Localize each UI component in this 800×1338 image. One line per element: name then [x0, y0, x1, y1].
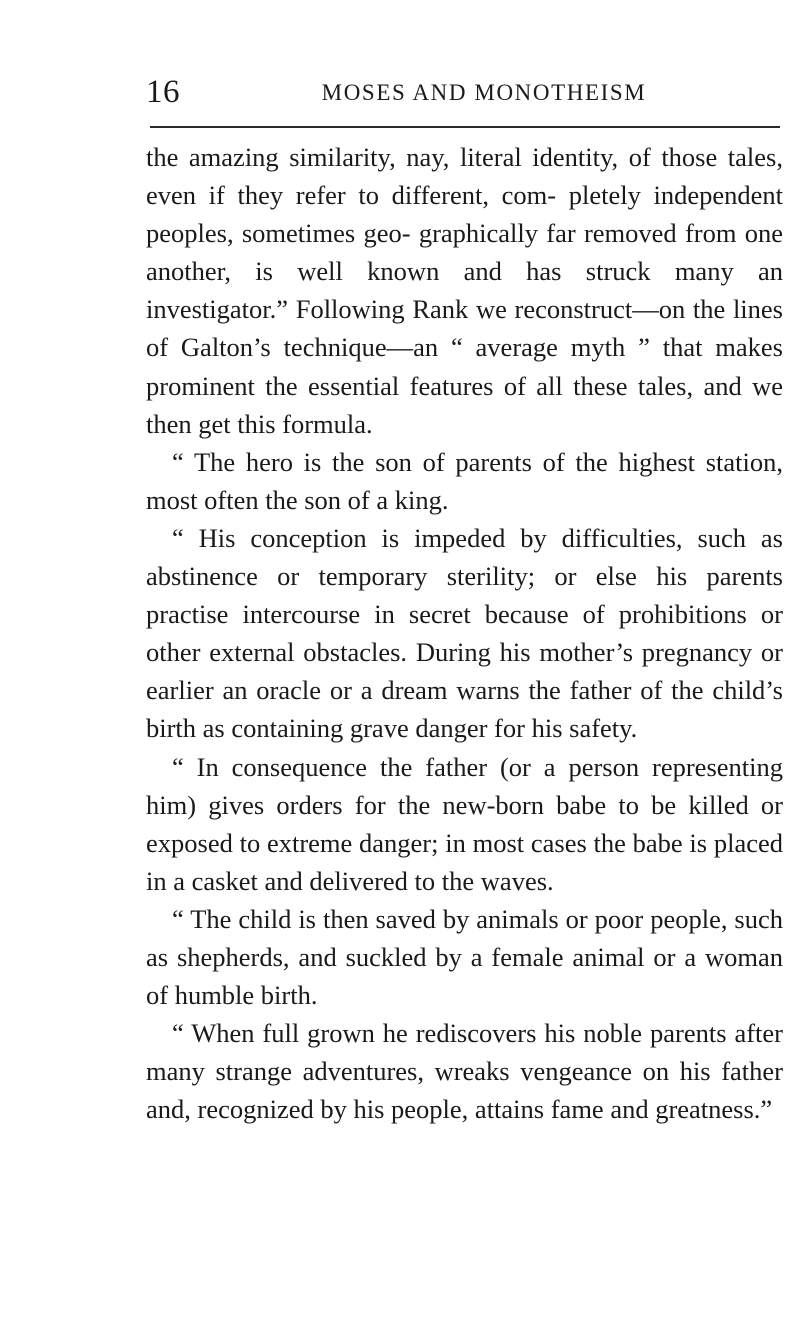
page-number: 16: [146, 74, 180, 110]
page-header: [146, 72, 782, 112]
paragraph-continuation: the amazing similarity, nay, literal identity, of those tales, even if they refer to different, com- pletely independent peoples, sometimes geo- graphically far removed from one another, is well known and has struck many an investigator.” Following Rank we reconstruct—on the lines of Galton’s technique—an “ average myth ” that makes prominent the essential features of all these tales, and we then get this formula.: [146, 142, 783, 439]
paragraph-hero-birth: “ The hero is the son of parents of the highest station, most often the son of a king.: [146, 446, 783, 515]
paragraph-return: “ When full grown he rediscovers his noble parents after many strange adventures, wreaks vengeance on his father and, recognized by his people, attains fame and greatness.”: [146, 1018, 783, 1125]
paragraph-exposure: “ In consequence the father (or a person representing him) gives orders for the new-born babe to be killed or exposed to extreme danger; in most cases the babe is placed in a casket and delivered to the waves.: [146, 751, 783, 896]
paragraph-rescue: “ The child is then saved by animals or poor people, such as shepherds, and suckled by a female animal or a woman of humble birth.: [146, 903, 783, 1011]
header-rule: [150, 126, 780, 128]
body-text: [146, 138, 783, 1128]
running-title: MOSES AND MONOTHEISM: [321, 80, 647, 105]
paragraph-conception: “ His conception is impeded by difficulties, such as abstinence or temporary sterility; or else his parents practise intercourse in secret because of prohibitions or other external obstacles. During his mother’s pregnancy or earlier an oracle or a dream warns the father of the child’s birth as containing grave danger for his safety.: [146, 522, 783, 744]
